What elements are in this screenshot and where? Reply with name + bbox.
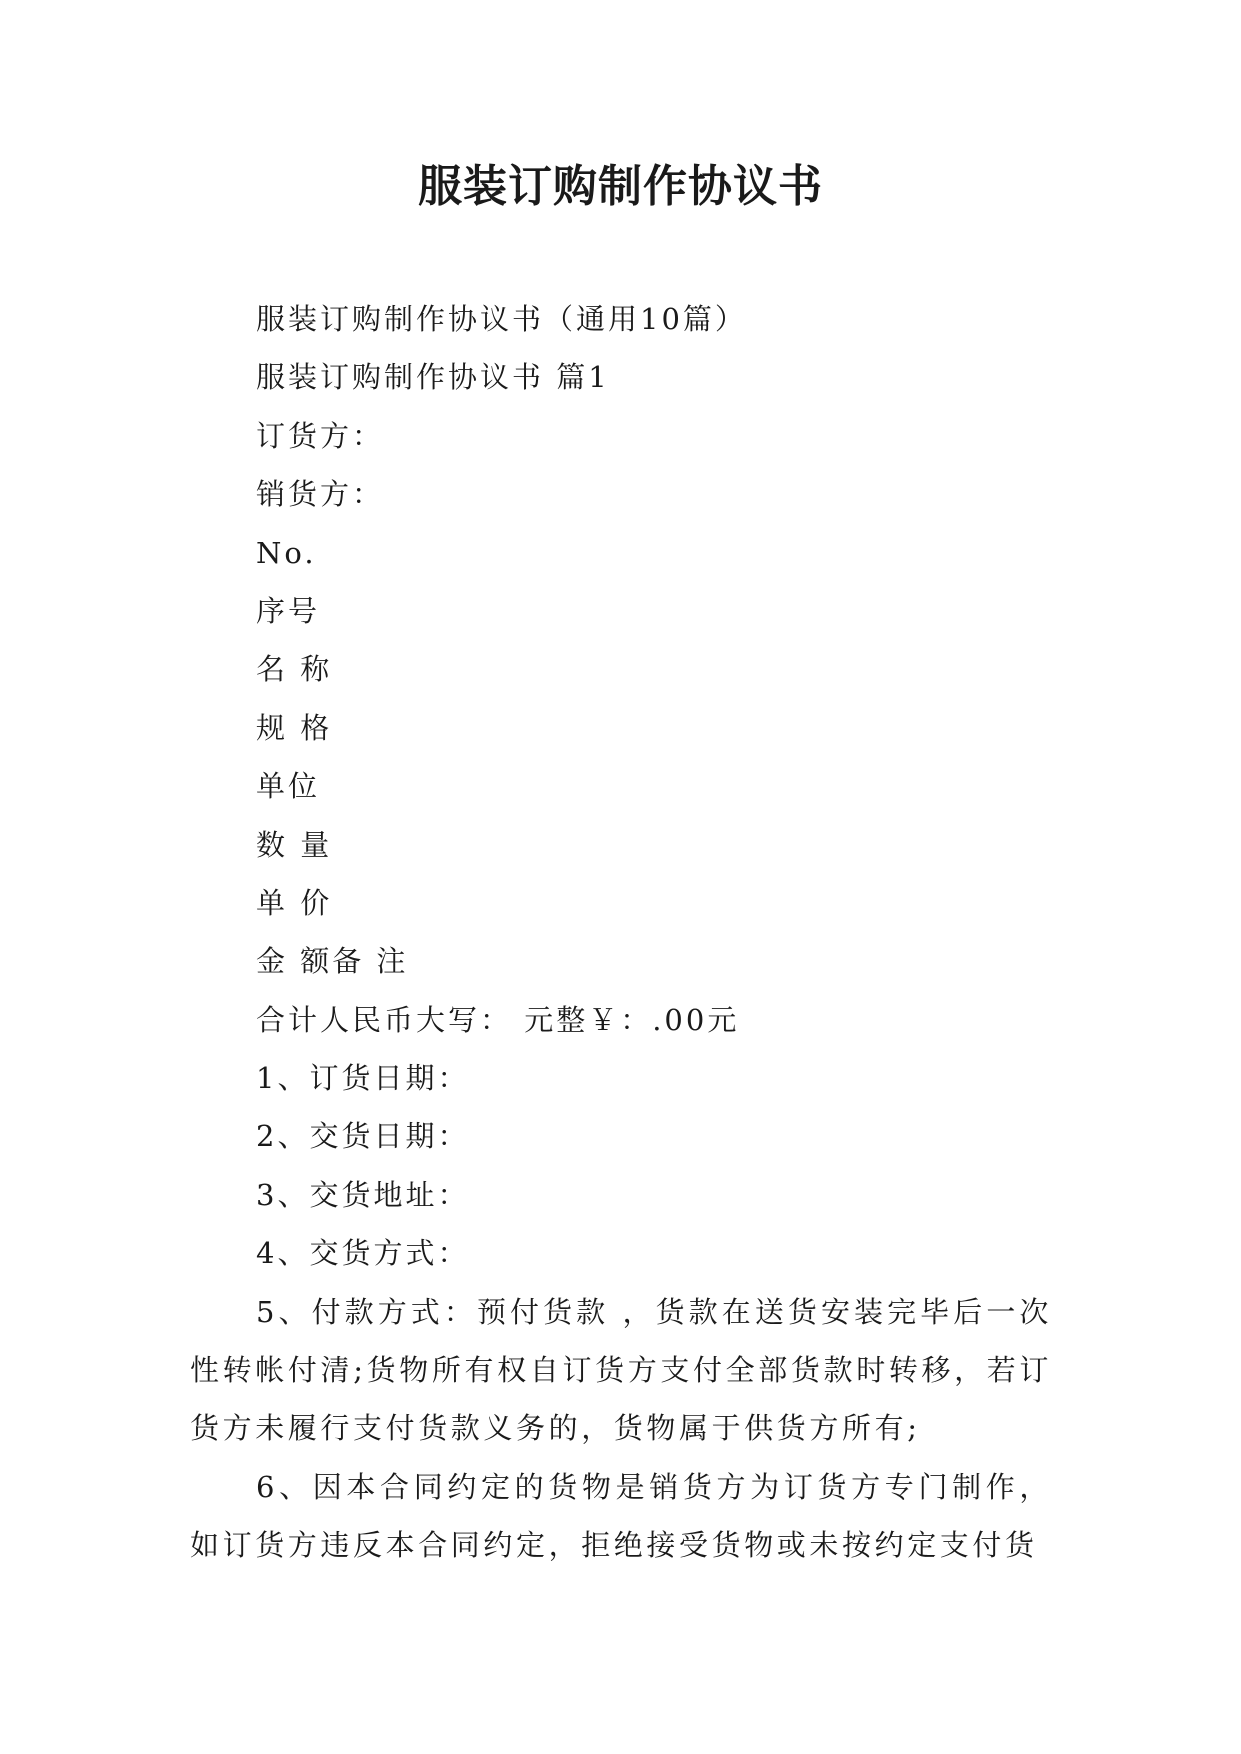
text-line-total: 合计人民币大写： 元整￥：.00元 <box>256 1002 740 1037</box>
text-line-buyer: 订货方： <box>256 418 385 453</box>
text-line-seller: 销货方： <box>256 477 385 512</box>
text-line-spec: 规 格 <box>256 710 333 745</box>
text-line-delivery-address: 3、交货地址： <box>256 1177 470 1212</box>
text-line-section-title: 服装订购制作协议书 篇1 <box>256 360 610 395</box>
paragraph-payment-terms: 5、付款方式：预付货款 ，货款在送货安装完毕后一次性转帐付清;货物所有权自订货方支付全部货款时转移，若订货方未履行支付货款义务的，货物属于供货方所有; <box>190 1294 1052 1446</box>
text-line-number: No. <box>256 535 317 570</box>
text-line-quantity: 数 量 <box>256 827 333 862</box>
paragraph-custom-goods: 6、因本合同约定的货物是销货方为订货方专门制作，如订货方违反本合同约定，拒绝接受货物或未按约定支付货 <box>190 1469 1052 1563</box>
text-line-unit: 单位 <box>256 769 321 804</box>
text-line-name: 名 称 <box>256 652 333 687</box>
text-line-amount-remarks: 金 额备 注 <box>256 944 409 979</box>
text-line-unit-price: 单 价 <box>256 885 333 920</box>
text-line-order-date: 1、订货日期： <box>256 1061 470 1096</box>
text-line-serial: 序号 <box>256 593 321 628</box>
text-line-delivery-date: 2、交货日期： <box>256 1119 470 1154</box>
document-body <box>190 290 1052 1575</box>
text-line-collection-title: 服装订购制作协议书（通用10篇） <box>256 302 747 336</box>
document-title: 服装订购制作协议书 <box>418 161 823 212</box>
text-line-delivery-method: 4、交货方式： <box>256 1236 470 1271</box>
